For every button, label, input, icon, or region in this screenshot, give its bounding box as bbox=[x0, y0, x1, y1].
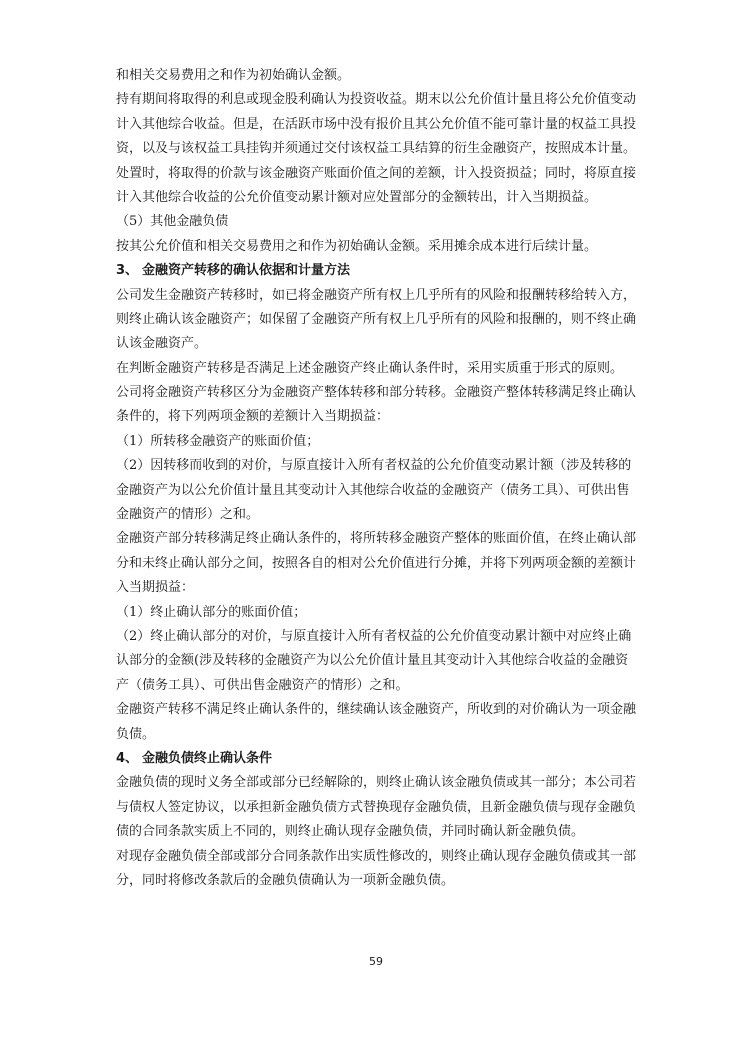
text-line: 金融负债的现时义务全部或部分已经解除的，则终止确认该金融负债或其一部分；本公司若 bbox=[116, 775, 637, 791]
text-line: 分和未终止确认部分之间，按照各自的相对公允价值进行分摊，并将下列两项金额的差额计 bbox=[116, 555, 637, 571]
text-line: （1）所转移金融资产的账面价值； bbox=[116, 433, 320, 449]
text-line: 在判断金融资产转移是否满足上述金融资产终止确认条件时，采用实质重于形式的原则。 bbox=[116, 360, 624, 376]
text-line: 与债权人签定协议，以承担新金融负债方式替换现存金融负债，且新金融负债与现存金融负 bbox=[116, 799, 637, 815]
text-line: 则终止确认该金融资产；如保留了金融资产所有权上几乎所有的风险和报酬的，则不终止确 bbox=[116, 311, 637, 327]
text-line: 认部分的金额(涉及转移的金融资产为以公允价值计量且其变动计入其他综合收益的金融资 bbox=[116, 653, 629, 669]
text-line: 金融资产的情形）之和。 bbox=[116, 507, 260, 523]
text-line: 负债。 bbox=[116, 726, 156, 742]
section-number: 3、 bbox=[116, 263, 139, 279]
text-line: 条件的，将下列两项金额的差额计入当期损益： bbox=[116, 409, 390, 425]
page-number: 59 bbox=[369, 955, 383, 968]
text-line: （2）终止确认部分的对价，与原直接计入所有者权益的公允价值变动累计额中对应终止确 bbox=[116, 628, 632, 644]
text-line: 公司发生金融资产转移时，如已将金融资产所有权上几乎所有的风险和报酬转移给转入方， bbox=[116, 287, 637, 303]
text-line: 产（债务工具）、可供出售金融资产的情形）之和。 bbox=[116, 677, 409, 693]
section-heading-3 bbox=[116, 259, 646, 283]
text-line: 计入其他综合收益。但是，在活跃市场中没有报价且其公允价值不能可靠计量的权益工具投 bbox=[116, 116, 637, 132]
text-line: 按其公允价值和相关交易费用之和作为初始确认金额。采用摊余成本进行后续计量。 bbox=[116, 238, 598, 254]
text-line: 金融资产转移不满足终止确认条件的，继续确认该金融资产，所收到的对价确认为一项金融 bbox=[116, 702, 637, 718]
section-title: 金融负债终止确认条件 bbox=[142, 750, 273, 766]
text-line: （2）因转移而收到的对价，与原直接计入所有者权益的公允价值变动累计额（涉及转移的 bbox=[116, 458, 632, 474]
text-line: 分，同时将修改条款后的金融负债确认为一项新金融负债。 bbox=[116, 872, 455, 888]
section-title: 金融资产转移的确认依据和计量方法 bbox=[142, 263, 351, 279]
text-line: 金融资产部分转移满足终止确认条件的，将所转移金融资产整体的账面价值，在终止确认部 bbox=[116, 531, 637, 547]
text-line: 和相关交易费用之和作为初始确认金额。 bbox=[116, 68, 351, 83]
text-line: （1）终止确认部分的账面价值； bbox=[116, 604, 307, 620]
section-number: 4、 bbox=[116, 750, 139, 766]
text-line: 处置时，将取得的价款与该金融资产账面价值之间的差额，计入投资损益；同时，将原直接 bbox=[116, 165, 637, 181]
text-line: 入当期损益： bbox=[116, 580, 195, 596]
text-line: 公司将金融资产转移区分为金融资产整体转移和部分转移。金融资产整体转移满足终止确认 bbox=[116, 385, 637, 401]
section-heading-4 bbox=[116, 747, 646, 771]
document-body bbox=[116, 64, 646, 893]
text-line: 债的合同条款实质上不同的，则终止确认现存金融负债，并同时确认新金融负债。 bbox=[116, 824, 585, 840]
text-line: 认该金融资产。 bbox=[116, 336, 208, 352]
text-line: 计入其他综合收益的公允价值变动累计额对应处置部分的金额转出，计入当期损益。 bbox=[116, 189, 598, 205]
text-line: 对现存金融负债全部或部分合同条款作出实质性修改的，则终止确认现存金融负债或其一部 bbox=[116, 848, 637, 864]
text-line: 金融资产为以公允价值计量且其变动计入其他综合收益的金融资产（债务工具）、可供出售 bbox=[116, 482, 630, 498]
text-line: 资，以及与该权益工具挂钩并须通过交付该权益工具结算的衍生金融资产，按照成本计量。 bbox=[116, 141, 637, 157]
text-line: （5）其他金融负债 bbox=[116, 214, 229, 230]
text-line: 持有期间将取得的利息或现金股利确认为投资收益。期末以公允价值计量且将公允价值变动 bbox=[116, 92, 637, 108]
